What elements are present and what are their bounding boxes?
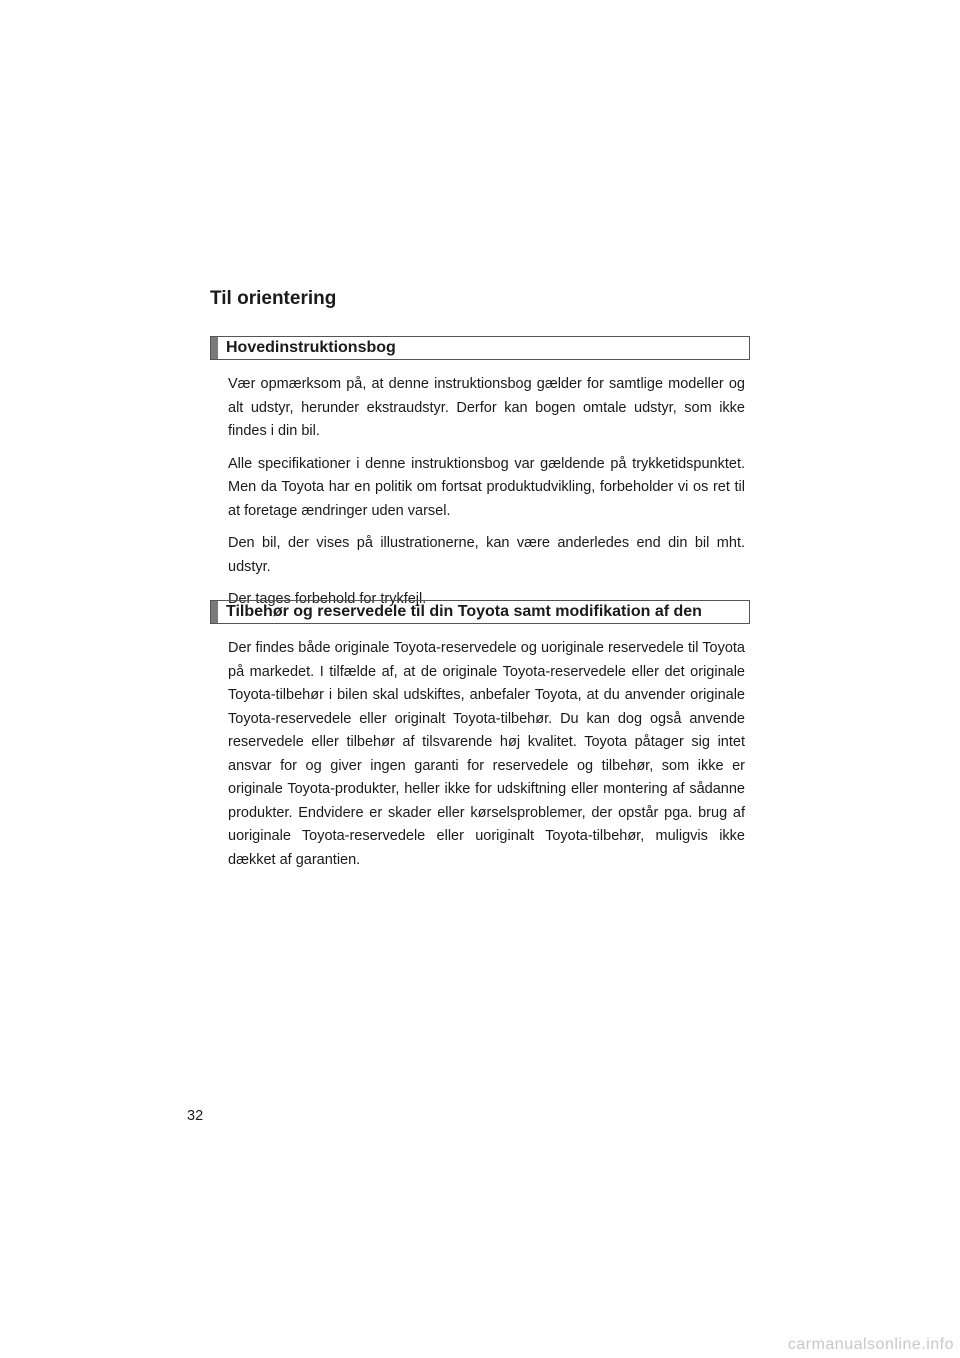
paragraph: Der findes både originale Toyota-reservedele og uoriginale reservedele til Toyota på markedet. I tilfælde af, at de originale Toyota-reservedele eller det originale Toyota-tilbehør i bilen skal udskiftes, anbefaler Toyota, at du anvender originale Toyota-reservedele eller originalt Toyota-tilbehør. Du kan dog også anvende reservedele eller tilbehør af tilsvarende høj kvalitet. Toyota påtager sig intet ansvar for og giver ingen garanti for reservedele og tilbehør, som ikke er originale Toyota-produkter, heller ikke for udskiftning eller montering af sådanne produkter. Endvidere er skader eller kørselsproblemer, der opstår pga. brug af uoriginale Toyota-reservedele eller uoriginalt Toyota-tilbehør, muligvis ikke dækket af garantien. [228,640,745,868]
watermark[interactable]: carmanualsonline.info [787,1336,954,1353]
section-heading: Hovedinstruktionsbog [226,339,396,356]
paragraph: Vær opmærksom på, at denne instruktionsbog gælder for samtlige modeller og alt udstyr, herunder ekstraudstyr. Derfor kan bogen omtale udstyr, som ikke findes i din bil. [228,376,745,439]
paragraph: Alle specifikationer i denne instruktionsbog var gældende på trykketidspunktet. Men da Toyota har en politik om fortsat produktudvikling, forbeholder vi os ret til at foretage ændringer uden varsel. [228,455,745,519]
paragraph: Der tages forbehold for trykfejl. [228,591,427,607]
paragraph: Den bil, der vises på illustrationerne, kan være anderledes end din bil mht. udstyr. [228,535,745,575]
section-header-bar [211,337,218,359]
page-title: Til orientering [210,288,337,309]
section-header-main-manual [210,336,750,360]
section-body-main-manual [228,373,745,621]
section-header-bar [211,601,218,623]
section-heading: Tilbehør og reservedele til din Toyota samt modifikation af den [226,603,702,620]
section-body-accessories [228,637,745,881]
page-number: 32 [187,1108,204,1124]
section-header-accessories [210,600,750,624]
